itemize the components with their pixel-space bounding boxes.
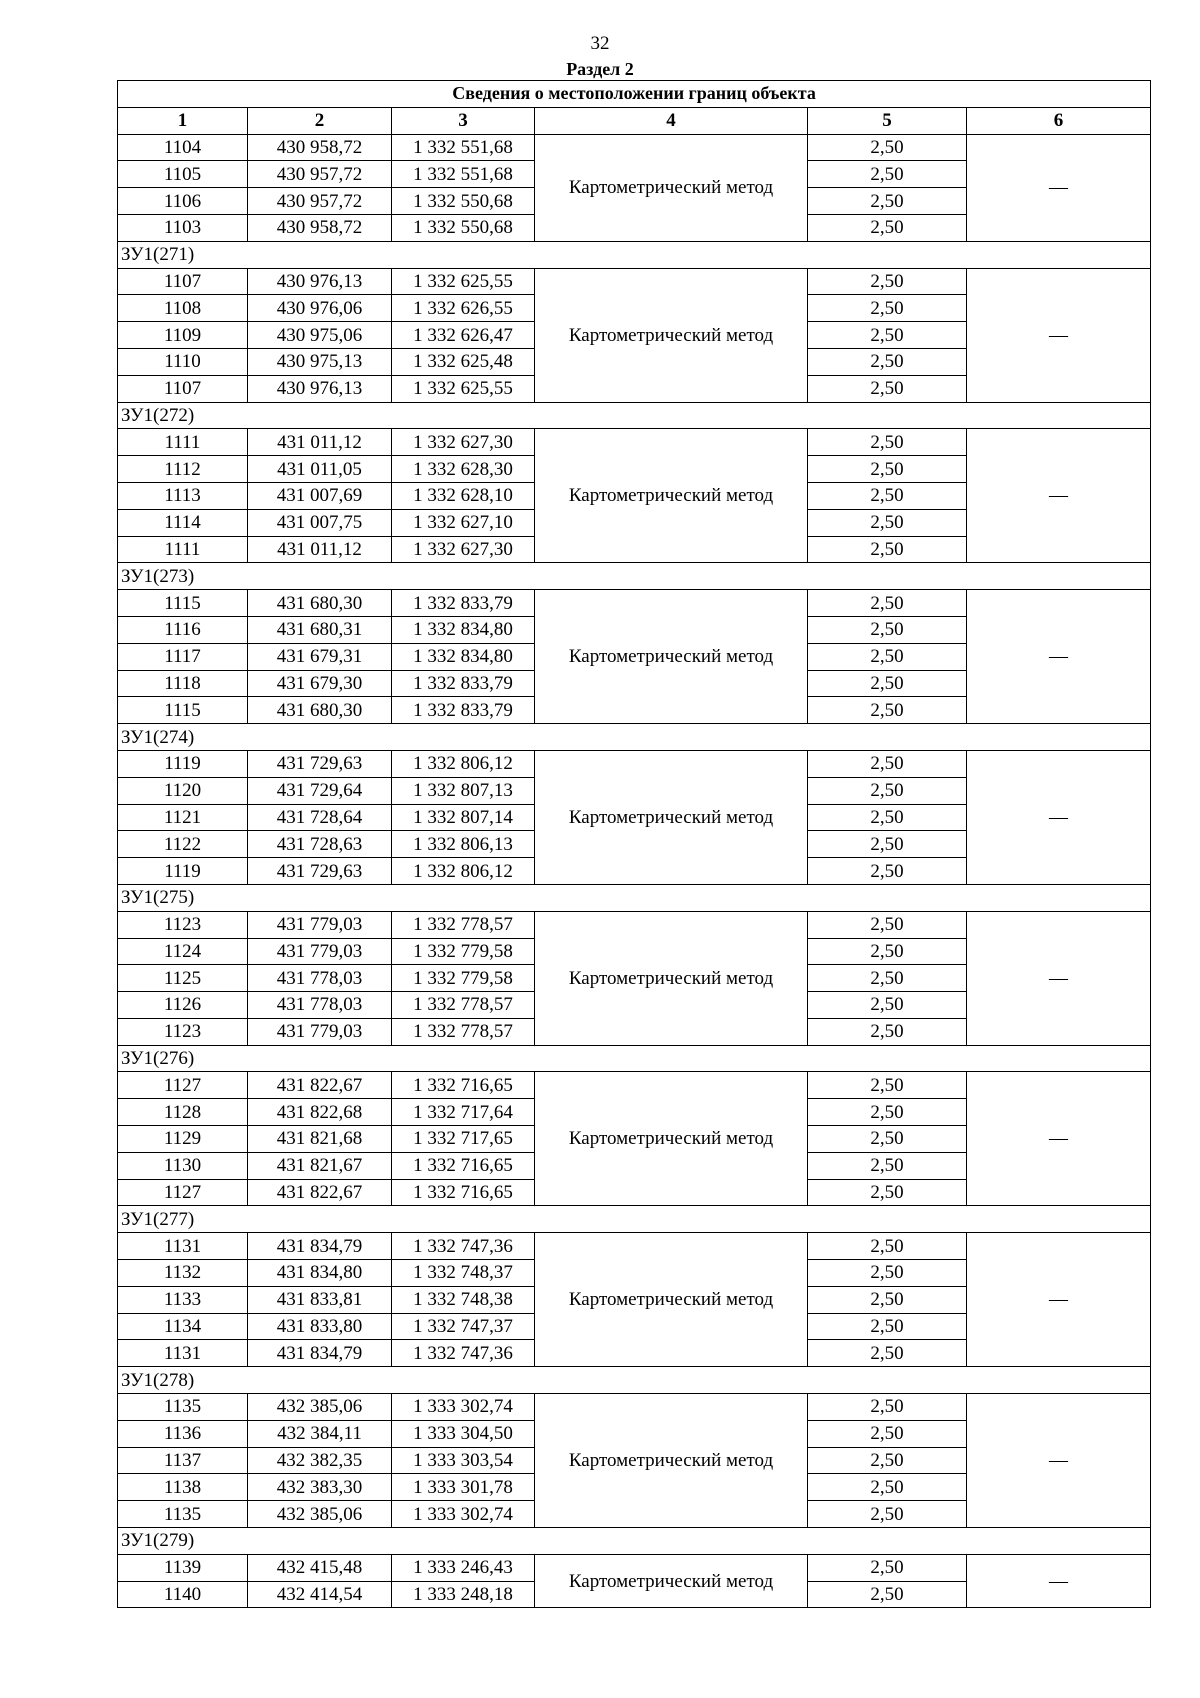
- description-cell: —: [967, 429, 1151, 563]
- y-coordinate-cell: 1 332 551,68: [392, 161, 535, 188]
- y-coordinate-cell: 1 332 717,65: [392, 1126, 535, 1153]
- accuracy-cell: 2,50: [808, 670, 967, 697]
- x-coordinate-cell: 432 415,48: [248, 1554, 392, 1581]
- point-number-cell: 1107: [118, 375, 248, 402]
- accuracy-cell: 2,50: [808, 1260, 967, 1287]
- point-number-cell: 1135: [118, 1394, 248, 1421]
- x-coordinate-cell: 431 680,30: [248, 697, 392, 724]
- group-name-cell: ЗУ1(279): [118, 1528, 1151, 1555]
- x-coordinate-cell: 431 833,80: [248, 1313, 392, 1340]
- accuracy-cell: 2,50: [808, 1340, 967, 1367]
- accuracy-cell: 2,50: [808, 1233, 967, 1260]
- accuracy-cell: 2,50: [808, 616, 967, 643]
- point-number-cell: 1137: [118, 1447, 248, 1474]
- point-number-cell: 1122: [118, 831, 248, 858]
- table-row: [118, 911, 1151, 938]
- y-coordinate-cell: 1 332 806,12: [392, 858, 535, 885]
- method-cell: Картометрический метод: [535, 1394, 808, 1528]
- point-number-cell: 1105: [118, 161, 248, 188]
- y-coordinate-cell: 1 332 834,80: [392, 643, 535, 670]
- x-coordinate-cell: 432 385,06: [248, 1501, 392, 1528]
- y-coordinate-cell: 1 332 625,48: [392, 348, 535, 375]
- y-coordinate-cell: 1 332 626,47: [392, 322, 535, 349]
- y-coordinate-cell: 1 332 807,14: [392, 804, 535, 831]
- x-coordinate-cell: 430 957,72: [248, 161, 392, 188]
- point-number-cell: 1119: [118, 750, 248, 777]
- x-coordinate-cell: 431 822,67: [248, 1179, 392, 1206]
- x-coordinate-cell: 432 382,35: [248, 1447, 392, 1474]
- x-coordinate-cell: 431 729,63: [248, 858, 392, 885]
- point-number-cell: 1113: [118, 482, 248, 509]
- x-coordinate-cell: 431 007,69: [248, 482, 392, 509]
- y-coordinate-cell: 1 332 716,65: [392, 1072, 535, 1099]
- description-cell: —: [967, 268, 1151, 402]
- y-coordinate-cell: 1 333 301,78: [392, 1474, 535, 1501]
- y-coordinate-cell: 1 332 551,68: [392, 134, 535, 161]
- accuracy-cell: 2,50: [808, 1420, 967, 1447]
- x-coordinate-cell: 431 680,31: [248, 616, 392, 643]
- accuracy-cell: 2,50: [808, 295, 967, 322]
- x-coordinate-cell: 431 779,03: [248, 911, 392, 938]
- y-coordinate-cell: 1 332 626,55: [392, 295, 535, 322]
- y-coordinate-cell: 1 332 747,36: [392, 1340, 535, 1367]
- column-header-row: [118, 107, 1151, 134]
- column-header: 4: [535, 107, 808, 134]
- group-name-cell: ЗУ1(276): [118, 1045, 1151, 1072]
- point-number-cell: 1118: [118, 670, 248, 697]
- point-number-cell: 1131: [118, 1233, 248, 1260]
- y-coordinate-cell: 1 332 833,79: [392, 590, 535, 617]
- x-coordinate-cell: 431 822,68: [248, 1099, 392, 1126]
- table-row: [118, 750, 1151, 777]
- point-number-cell: 1115: [118, 697, 248, 724]
- description-cell: —: [967, 750, 1151, 884]
- x-coordinate-cell: 431 007,75: [248, 509, 392, 536]
- y-coordinate-cell: 1 333 246,43: [392, 1554, 535, 1581]
- table-row: [118, 590, 1151, 617]
- point-number-cell: 1127: [118, 1072, 248, 1099]
- point-number-cell: 1104: [118, 134, 248, 161]
- y-coordinate-cell: 1 332 778,57: [392, 1018, 535, 1045]
- y-coordinate-cell: 1 332 779,58: [392, 965, 535, 992]
- accuracy-cell: 2,50: [808, 1313, 967, 1340]
- y-coordinate-cell: 1 332 748,37: [392, 1260, 535, 1287]
- accuracy-cell: 2,50: [808, 1286, 967, 1313]
- accuracy-cell: 2,50: [808, 831, 967, 858]
- y-coordinate-cell: 1 332 625,55: [392, 268, 535, 295]
- y-coordinate-cell: 1 332 779,58: [392, 938, 535, 965]
- point-number-cell: 1126: [118, 992, 248, 1019]
- point-number-cell: 1135: [118, 1501, 248, 1528]
- page-number: 32: [590, 33, 610, 54]
- x-coordinate-cell: 430 976,13: [248, 375, 392, 402]
- table-row: [118, 429, 1151, 456]
- point-number-cell: 1128: [118, 1099, 248, 1126]
- accuracy-cell: 2,50: [808, 1018, 967, 1045]
- point-number-cell: 1114: [118, 509, 248, 536]
- y-coordinate-cell: 1 332 628,10: [392, 482, 535, 509]
- accuracy-cell: 2,50: [808, 348, 967, 375]
- accuracy-cell: 2,50: [808, 804, 967, 831]
- accuracy-cell: 2,50: [808, 322, 967, 349]
- table-row: [118, 1394, 1151, 1421]
- y-coordinate-cell: 1 332 778,57: [392, 992, 535, 1019]
- table-row: [118, 1072, 1151, 1099]
- accuracy-cell: 2,50: [808, 1501, 967, 1528]
- section-title: Раздел 2: [566, 59, 634, 79]
- x-coordinate-cell: 432 383,30: [248, 1474, 392, 1501]
- y-coordinate-cell: 1 332 716,65: [392, 1179, 535, 1206]
- method-cell: Картометрический метод: [535, 1554, 808, 1608]
- point-number-cell: 1111: [118, 429, 248, 456]
- point-number-cell: 1108: [118, 295, 248, 322]
- point-number-cell: 1134: [118, 1313, 248, 1340]
- accuracy-cell: 2,50: [808, 456, 967, 483]
- accuracy-cell: 2,50: [808, 375, 967, 402]
- point-number-cell: 1131: [118, 1340, 248, 1367]
- accuracy-cell: 2,50: [808, 1099, 967, 1126]
- accuracy-cell: 2,50: [808, 1554, 967, 1581]
- accuracy-cell: 2,50: [808, 429, 967, 456]
- x-coordinate-cell: 432 384,11: [248, 1420, 392, 1447]
- description-cell: —: [967, 911, 1151, 1045]
- method-cell: Картометрический метод: [535, 268, 808, 402]
- x-coordinate-cell: 431 834,80: [248, 1260, 392, 1287]
- y-coordinate-cell: 1 332 627,30: [392, 536, 535, 563]
- accuracy-cell: 2,50: [808, 965, 967, 992]
- table-row: [118, 1233, 1151, 1260]
- x-coordinate-cell: 431 821,67: [248, 1152, 392, 1179]
- accuracy-cell: 2,50: [808, 134, 967, 161]
- group-header-row: [118, 563, 1151, 590]
- description-cell: —: [967, 590, 1151, 724]
- column-header: 3: [392, 107, 535, 134]
- group-name-cell: ЗУ1(277): [118, 1206, 1151, 1233]
- accuracy-cell: 2,50: [808, 268, 967, 295]
- table-body: [118, 134, 1151, 1608]
- x-coordinate-cell: 431 011,12: [248, 429, 392, 456]
- y-coordinate-cell: 1 332 806,12: [392, 750, 535, 777]
- x-coordinate-cell: 431 680,30: [248, 590, 392, 617]
- y-coordinate-cell: 1 332 806,13: [392, 831, 535, 858]
- x-coordinate-cell: 431 834,79: [248, 1233, 392, 1260]
- y-coordinate-cell: 1 333 303,54: [392, 1447, 535, 1474]
- group-name-cell: ЗУ1(274): [118, 724, 1151, 751]
- group-name-cell: ЗУ1(273): [118, 563, 1151, 590]
- group-name-cell: ЗУ1(278): [118, 1367, 1151, 1394]
- accuracy-cell: 2,50: [808, 482, 967, 509]
- point-number-cell: 1110: [118, 348, 248, 375]
- description-cell: —: [967, 1554, 1151, 1608]
- accuracy-cell: 2,50: [808, 911, 967, 938]
- point-number-cell: 1139: [118, 1554, 248, 1581]
- accuracy-cell: 2,50: [808, 536, 967, 563]
- y-coordinate-cell: 1 332 833,79: [392, 697, 535, 724]
- point-number-cell: 1117: [118, 643, 248, 670]
- accuracy-cell: 2,50: [808, 1447, 967, 1474]
- x-coordinate-cell: 431 679,31: [248, 643, 392, 670]
- x-coordinate-cell: 431 833,81: [248, 1286, 392, 1313]
- point-number-cell: 1111: [118, 536, 248, 563]
- accuracy-cell: 2,50: [808, 590, 967, 617]
- group-header-row: [118, 1045, 1151, 1072]
- accuracy-cell: 2,50: [808, 1474, 967, 1501]
- method-cell: Картометрический метод: [535, 1233, 808, 1367]
- x-coordinate-cell: 430 975,06: [248, 322, 392, 349]
- x-coordinate-cell: 430 975,13: [248, 348, 392, 375]
- y-coordinate-cell: 1 332 747,37: [392, 1313, 535, 1340]
- method-cell: Картометрический метод: [535, 590, 808, 724]
- y-coordinate-cell: 1 332 748,38: [392, 1286, 535, 1313]
- point-number-cell: 1125: [118, 965, 248, 992]
- point-number-cell: 1124: [118, 938, 248, 965]
- accuracy-cell: 2,50: [808, 1072, 967, 1099]
- y-coordinate-cell: 1 332 627,10: [392, 509, 535, 536]
- point-number-cell: 1109: [118, 322, 248, 349]
- y-coordinate-cell: 1 332 550,68: [392, 188, 535, 215]
- column-header: 2: [248, 107, 392, 134]
- point-number-cell: 1130: [118, 1152, 248, 1179]
- table-caption-row: [118, 81, 1151, 108]
- point-number-cell: 1121: [118, 804, 248, 831]
- accuracy-cell: 2,50: [808, 858, 967, 885]
- accuracy-cell: 2,50: [808, 1152, 967, 1179]
- x-coordinate-cell: 431 834,79: [248, 1340, 392, 1367]
- point-number-cell: 1123: [118, 911, 248, 938]
- accuracy-cell: 2,50: [808, 750, 967, 777]
- accuracy-cell: 2,50: [808, 214, 967, 241]
- group-header-row: [118, 241, 1151, 268]
- column-header: 5: [808, 107, 967, 134]
- y-coordinate-cell: 1 332 807,13: [392, 777, 535, 804]
- y-coordinate-cell: 1 332 625,55: [392, 375, 535, 402]
- group-name-cell: ЗУ1(272): [118, 402, 1151, 429]
- point-number-cell: 1116: [118, 616, 248, 643]
- method-cell: Картометрический метод: [535, 911, 808, 1045]
- group-header-row: [118, 884, 1151, 911]
- y-coordinate-cell: 1 333 304,50: [392, 1420, 535, 1447]
- y-coordinate-cell: 1 332 833,79: [392, 670, 535, 697]
- accuracy-cell: 2,50: [808, 188, 967, 215]
- accuracy-cell: 2,50: [808, 697, 967, 724]
- x-coordinate-cell: 432 385,06: [248, 1394, 392, 1421]
- x-coordinate-cell: 431 779,03: [248, 938, 392, 965]
- group-header-row: [118, 1206, 1151, 1233]
- x-coordinate-cell: 431 779,03: [248, 1018, 392, 1045]
- x-coordinate-cell: 431 729,63: [248, 750, 392, 777]
- accuracy-cell: 2,50: [808, 1581, 967, 1608]
- y-coordinate-cell: 1 332 628,30: [392, 456, 535, 483]
- y-coordinate-cell: 1 332 717,64: [392, 1099, 535, 1126]
- table-row: [118, 134, 1151, 161]
- column-header: 1: [118, 107, 248, 134]
- table-row: [118, 1554, 1151, 1581]
- method-cell: Картометрический метод: [535, 1072, 808, 1206]
- description-cell: —: [967, 1233, 1151, 1367]
- x-coordinate-cell: 431 011,05: [248, 456, 392, 483]
- method-cell: Картометрический метод: [535, 750, 808, 884]
- accuracy-cell: 2,50: [808, 938, 967, 965]
- y-coordinate-cell: 1 332 716,65: [392, 1152, 535, 1179]
- x-coordinate-cell: 432 414,54: [248, 1581, 392, 1608]
- y-coordinate-cell: 1 333 302,74: [392, 1394, 535, 1421]
- column-header: 6: [967, 107, 1151, 134]
- table-row: [118, 268, 1151, 295]
- x-coordinate-cell: 431 778,03: [248, 965, 392, 992]
- x-coordinate-cell: 431 821,68: [248, 1126, 392, 1153]
- x-coordinate-cell: 430 976,06: [248, 295, 392, 322]
- table-caption: Сведения о местоположении границ объекта: [118, 81, 1151, 108]
- description-cell: —: [967, 1072, 1151, 1206]
- point-number-cell: 1136: [118, 1420, 248, 1447]
- point-number-cell: 1138: [118, 1474, 248, 1501]
- point-number-cell: 1140: [118, 1581, 248, 1608]
- x-coordinate-cell: 431 728,64: [248, 804, 392, 831]
- accuracy-cell: 2,50: [808, 777, 967, 804]
- group-name-cell: ЗУ1(271): [118, 241, 1151, 268]
- point-number-cell: 1132: [118, 1260, 248, 1287]
- point-number-cell: 1107: [118, 268, 248, 295]
- method-cell: Картометрический метод: [535, 429, 808, 563]
- point-number-cell: 1115: [118, 590, 248, 617]
- x-coordinate-cell: 431 778,03: [248, 992, 392, 1019]
- x-coordinate-cell: 431 728,63: [248, 831, 392, 858]
- point-number-cell: 1120: [118, 777, 248, 804]
- boundary-coordinates-table: [117, 80, 1151, 1608]
- group-header-row: [118, 724, 1151, 751]
- x-coordinate-cell: 430 958,72: [248, 134, 392, 161]
- x-coordinate-cell: 431 679,30: [248, 670, 392, 697]
- group-name-cell: ЗУ1(275): [118, 884, 1151, 911]
- accuracy-cell: 2,50: [808, 509, 967, 536]
- y-coordinate-cell: 1 332 627,30: [392, 429, 535, 456]
- x-coordinate-cell: 431 729,64: [248, 777, 392, 804]
- group-header-row: [118, 1367, 1151, 1394]
- group-header-row: [118, 1528, 1151, 1555]
- group-header-row: [118, 402, 1151, 429]
- y-coordinate-cell: 1 333 302,74: [392, 1501, 535, 1528]
- y-coordinate-cell: 1 332 778,57: [392, 911, 535, 938]
- point-number-cell: 1106: [118, 188, 248, 215]
- point-number-cell: 1129: [118, 1126, 248, 1153]
- accuracy-cell: 2,50: [808, 643, 967, 670]
- point-number-cell: 1103: [118, 214, 248, 241]
- description-cell: —: [967, 134, 1151, 241]
- accuracy-cell: 2,50: [808, 1126, 967, 1153]
- x-coordinate-cell: 431 011,12: [248, 536, 392, 563]
- x-coordinate-cell: 430 958,72: [248, 214, 392, 241]
- y-coordinate-cell: 1 332 834,80: [392, 616, 535, 643]
- y-coordinate-cell: 1 333 248,18: [392, 1581, 535, 1608]
- x-coordinate-cell: 430 976,13: [248, 268, 392, 295]
- point-number-cell: 1119: [118, 858, 248, 885]
- accuracy-cell: 2,50: [808, 1394, 967, 1421]
- y-coordinate-cell: 1 332 550,68: [392, 214, 535, 241]
- description-cell: —: [967, 1394, 1151, 1528]
- x-coordinate-cell: 430 957,72: [248, 188, 392, 215]
- point-number-cell: 1123: [118, 1018, 248, 1045]
- point-number-cell: 1133: [118, 1286, 248, 1313]
- x-coordinate-cell: 431 822,67: [248, 1072, 392, 1099]
- point-number-cell: 1127: [118, 1179, 248, 1206]
- y-coordinate-cell: 1 332 747,36: [392, 1233, 535, 1260]
- point-number-cell: 1112: [118, 456, 248, 483]
- method-cell: Картометрический метод: [535, 134, 808, 241]
- accuracy-cell: 2,50: [808, 1179, 967, 1206]
- accuracy-cell: 2,50: [808, 992, 967, 1019]
- accuracy-cell: 2,50: [808, 161, 967, 188]
